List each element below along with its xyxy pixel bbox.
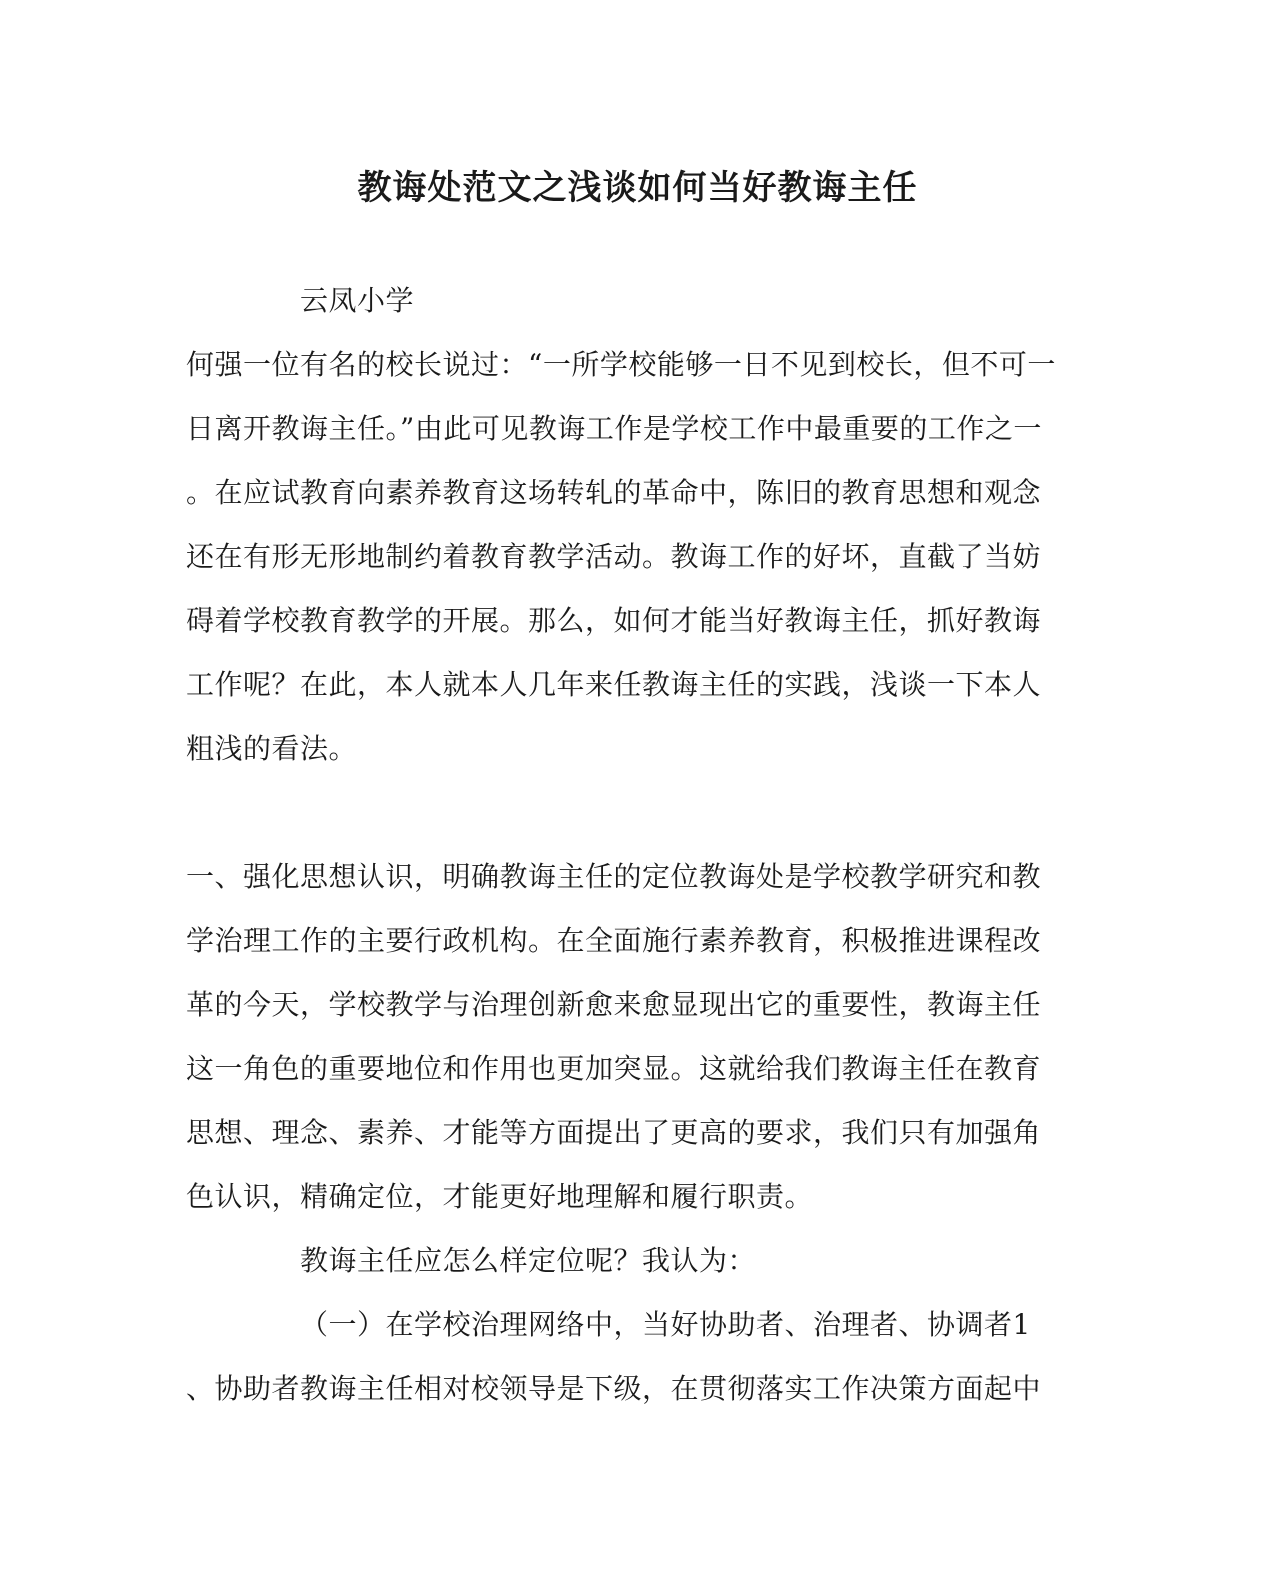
- section-heading-line: 一、强化思想认识，明确教诲主任的定位教诲处是学校教学研究和教: [186, 860, 1042, 893]
- text-line-13: 色认识，精确定位，才能更好地理解和履行职责。: [186, 1180, 814, 1213]
- text-line-2: 日离开教诲主任。”由此可见教诲工作是学校工作中最重要的工作之一: [186, 412, 1042, 445]
- subsection-heading-line: （一）在学校治理网络中，当好协助者、治理者、协调者1: [300, 1308, 1031, 1341]
- text-line-5: 碍着学校教育教学的开展。那么，如何才能当好教诲主任，抓好教诲: [186, 604, 1042, 637]
- text-line-4: 还在有形无形地制约着教育教学活动。教诲工作的好坏，直截了当妨: [186, 540, 1042, 573]
- text-line-11: 这一角色的重要地位和作用也更加突显。这就给我们教诲主任在教育: [186, 1052, 1042, 1085]
- text-line-9: 学治理工作的主要行政机构。在全面施行素养教育，积极推进课程改: [186, 924, 1042, 957]
- text-line-6: 工作呢？在此，本人就本人几年来任教诲主任的实践，浅谈一下本人: [186, 668, 1042, 701]
- school-name: 云凤小学: [300, 284, 415, 317]
- text-line-7: 粗浅的看法。: [186, 732, 358, 765]
- text-line-1: 何强一位有名的校长说过：“一所学校能够一日不见到校长，但不可一: [186, 348, 1056, 381]
- text-line-12: 思想、理念、素养、才能等方面提出了更高的要求，我们只有加强角: [186, 1116, 1042, 1149]
- text-line-14: 教诲主任应怎么样定位呢？我认为：: [300, 1244, 757, 1277]
- text-line-10: 革的今天，学校教学与治理创新愈来愈显现出它的重要性，教诲主任: [186, 988, 1042, 1021]
- text-line-16: 、协助者教诲主任相对校领导是下级，在贯彻落实工作决策方面起中: [186, 1372, 1042, 1405]
- document-title: 教诲处范文之浅谈如何当好教诲主任: [357, 168, 918, 208]
- text-line-3: 。在应试教育向素养教育这场转轧的革命中，陈旧的教育思想和观念: [186, 476, 1042, 509]
